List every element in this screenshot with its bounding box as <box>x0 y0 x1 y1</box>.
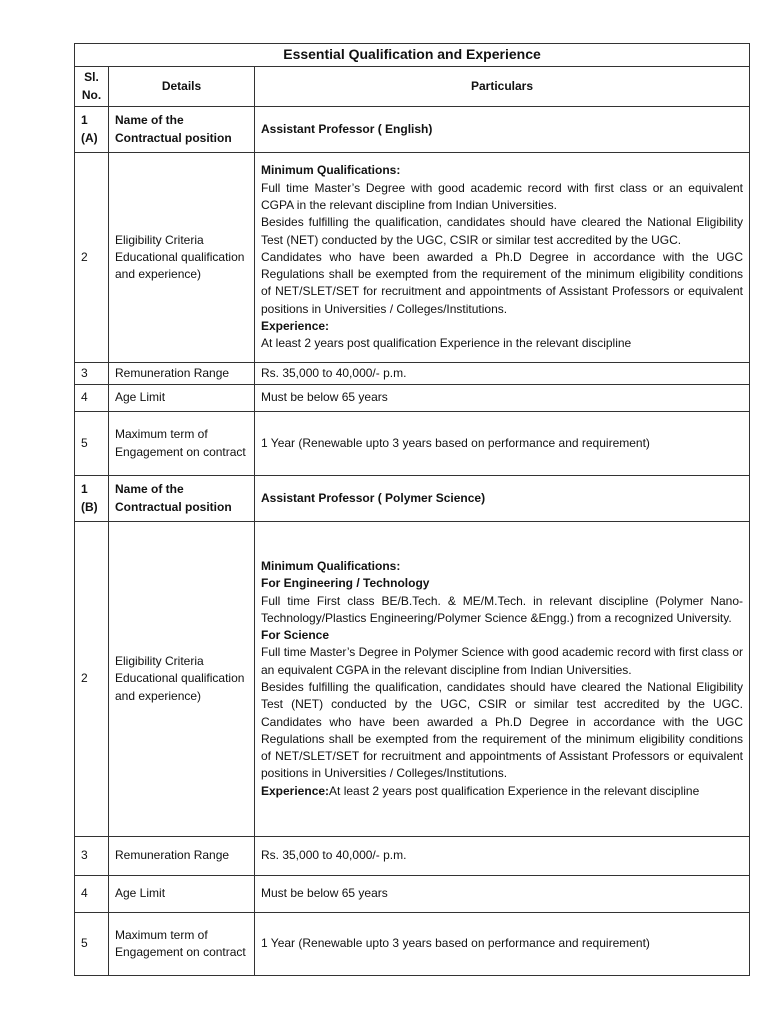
remuneration-value: Rs. 35,000 to 40,000/- p.m. <box>255 363 750 385</box>
row-sl: 5 <box>75 412 109 476</box>
eligibility-label: Eligibility Criteria Educational qualification and experience) <box>109 153 255 363</box>
eligibility-details <box>255 153 750 363</box>
eligibility-line: At least 2 years post qualification Experience in the relevant discipline <box>261 336 632 351</box>
eligibility-line: Besides fulfilling the qualification, candidates should have cleared the National Eligibility Test (NET) conducted by the UGC, CSIR or similar test accredited by the UGC. Candidates who have been awarded a Ph.D Degree in accordance with the UGC Regulations shall be exempted from the requirement of the minimum eligibility conditions of NET/SLET/SET for recruitment and appointments of Assistant Professors or equivalent positions in Universities / Colleges/Institutions. <box>261 680 743 781</box>
term-value: 1 Year (Renewable upto 3 years based on performance and requirement) <box>255 412 750 476</box>
row-sl: 4 <box>75 385 109 412</box>
row-sl: 2 <box>75 153 109 363</box>
table-row <box>75 385 750 412</box>
eligibility-line: For Engineering / Technology <box>261 576 430 591</box>
section-sl: 1 (B) <box>75 476 109 522</box>
header-details: Details <box>109 67 255 107</box>
term-label: Maximum term of Engagement on contract <box>109 412 255 476</box>
eligibility-line: Minimum Qualifications: <box>261 163 401 178</box>
eligibility-line: Besides fulfilling the qualification, candidates should have cleared the National Eligibility Test (NET) conducted by the UGC, CSIR or similar test accredited by the UGC. <box>261 215 743 247</box>
eligibility-line: Full time Master’s Degree with good academic record with first class or an equivalent CGPA in the relevant discipline from Indian Universities. <box>261 180 743 212</box>
table-row <box>75 153 750 363</box>
eligibility-label: Eligibility Criteria Educational qualification and experience) <box>109 522 255 837</box>
table-row <box>75 107 750 153</box>
remuneration-label: Remuneration Range <box>109 837 255 876</box>
row-sl: 2 <box>75 522 109 837</box>
term-value: 1 Year (Renewable upto 3 years based on performance and requirement) <box>255 913 750 976</box>
age-label: Age Limit <box>109 876 255 913</box>
position-label: Name of the Contractual position <box>109 476 255 522</box>
eligibility-details <box>255 522 750 837</box>
eligibility-line: Full time Master’s Degree in Polymer Science with good academic record with first class or an equivalent CGPA in the relevant discipline from Indian Universities. <box>261 645 743 677</box>
eligibility-line: For Science <box>261 628 330 643</box>
experience-text: At least 2 years post qualification Experience in the relevant discipline <box>329 783 700 798</box>
table-row <box>75 913 750 976</box>
eligibility-line: Minimum Qualifications: <box>261 558 401 573</box>
qualification-table <box>74 43 750 976</box>
header-sl-no: Sl. No. <box>75 67 109 107</box>
remuneration-value: Rs. 35,000 to 40,000/- p.m. <box>255 837 750 876</box>
age-value: Must be below 65 years <box>255 385 750 412</box>
table-row <box>75 837 750 876</box>
row-sl: 5 <box>75 913 109 976</box>
eligibility-line <box>261 783 743 800</box>
row-sl: 4 <box>75 876 109 913</box>
position-value: Assistant Professor ( Polymer Science) <box>255 476 750 522</box>
row-sl: 3 <box>75 837 109 876</box>
position-value: Assistant Professor ( English) <box>255 107 750 153</box>
eligibility-line: Experience: <box>261 319 330 334</box>
table-title: Essential Qualification and Experience <box>75 44 750 67</box>
eligibility-line: Full time First class BE/B.Tech. & ME/M.Tech. in relevant discipline (Polymer Nano-Technology/Plastics Engineering/Polymer Science &Engg.) from a recognized University. <box>261 593 743 625</box>
remuneration-label: Remuneration Range <box>109 363 255 385</box>
table-row <box>75 363 750 385</box>
age-value: Must be below 65 years <box>255 876 750 913</box>
section-sl: 1 (A) <box>75 107 109 153</box>
age-label: Age Limit <box>109 385 255 412</box>
header-particulars: Particulars <box>255 67 750 107</box>
experience-heading: Experience: <box>261 783 330 798</box>
table-row <box>75 412 750 476</box>
term-label: Maximum term of Engagement on contract <box>109 913 255 976</box>
row-sl: 3 <box>75 363 109 385</box>
position-label: Name of the Contractual position <box>109 107 255 153</box>
table-row <box>75 476 750 522</box>
eligibility-line: Candidates who have been awarded a Ph.D Degree in accordance with the UGC Regulations shall be exempted from the requirement of the minimum eligibility conditions of NET/SLET/SET for recruitment and appointments of Assistant Professors or equivalent positions in Universities / Colleges/Institutions. <box>261 249 743 316</box>
table-row <box>75 876 750 913</box>
table-row <box>75 522 750 837</box>
